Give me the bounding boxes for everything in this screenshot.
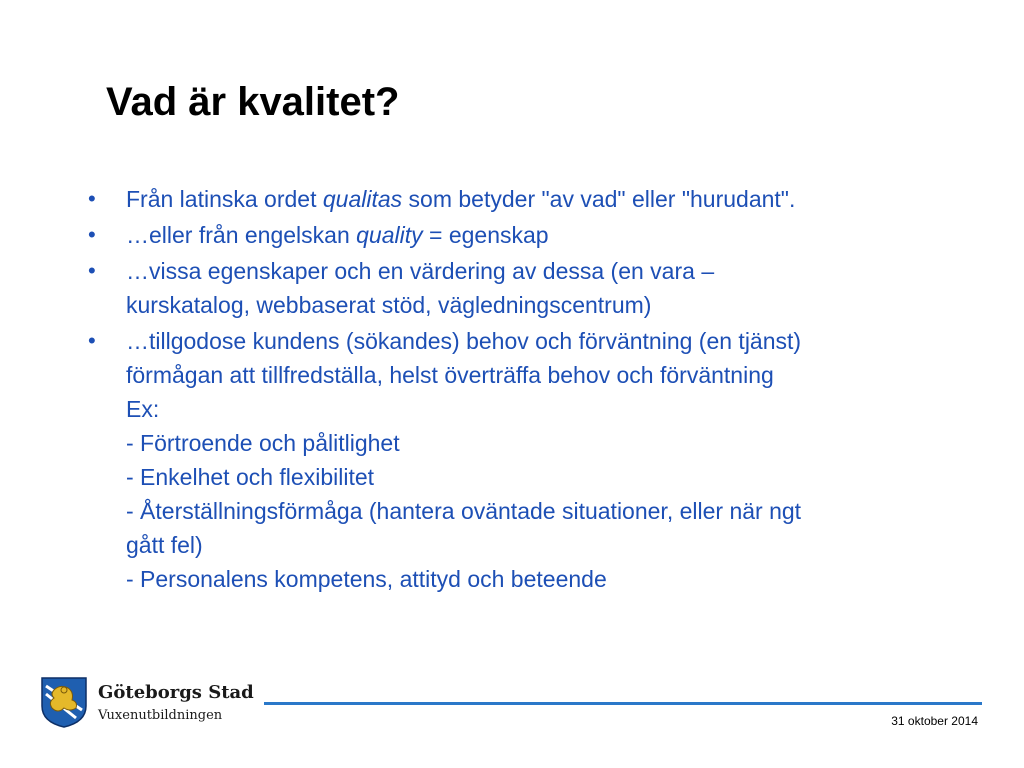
bullet-line: …vissa egenskaper och en värdering av dessa (en vara –: [126, 258, 715, 284]
bullet-item: [88, 254, 988, 322]
bullet-line: - Personalens kompetens, attityd och beteende: [126, 566, 607, 592]
bullet-icon: •: [88, 186, 96, 211]
bullet-text-emphasis: qualitas: [322, 186, 403, 212]
bullet-text-prefix: …eller från engelskan: [126, 222, 357, 248]
footer-date: 31 oktober 2014: [891, 714, 978, 728]
bullet-text-suffix: = egenskap: [422, 222, 549, 248]
bullet-list: [88, 182, 988, 598]
logo-name: Göteborgs Stad: [98, 682, 254, 703]
bullet-line: kurskatalog, webbaserat stöd, vägledningscentrum): [126, 292, 652, 318]
bullet-text-suffix: som betyder "av vad" eller "hurudant".: [402, 186, 796, 212]
bullet-item: [88, 218, 988, 252]
bullet-text-prefix: Från latinska ordet: [126, 186, 323, 212]
bullet-icon: •: [88, 258, 96, 283]
footer-divider: [264, 702, 982, 705]
bullet-line: - Enkelhet och flexibilitet: [126, 464, 375, 490]
bullet-line: - Förtroende och pålitlighet: [126, 430, 400, 456]
bullet-line: - Återställningsförmåga (hantera oväntade situationer, eller när ngt: [126, 498, 802, 524]
goteborgs-stad-logo: [40, 676, 254, 732]
city-crest-icon: [40, 676, 88, 728]
logo-subtitle: Vuxenutbildningen: [98, 708, 223, 723]
bullet-line: förmågan att tillfredställa, helst överträffa behov och förväntning: [126, 362, 774, 388]
bullet-line: gått fel): [126, 532, 203, 558]
bullet-icon: •: [88, 222, 96, 247]
bullet-item: [88, 324, 988, 596]
slide-title: Vad är kvalitet?: [106, 80, 400, 124]
bullet-line: Ex:: [126, 396, 160, 422]
bullet-line: …tillgodose kundens (sökandes) behov och förväntning (en tjänst): [126, 328, 802, 354]
bullet-text-emphasis: quality: [356, 222, 423, 248]
bullet-icon: •: [88, 328, 96, 353]
bullet-item: [88, 182, 988, 216]
